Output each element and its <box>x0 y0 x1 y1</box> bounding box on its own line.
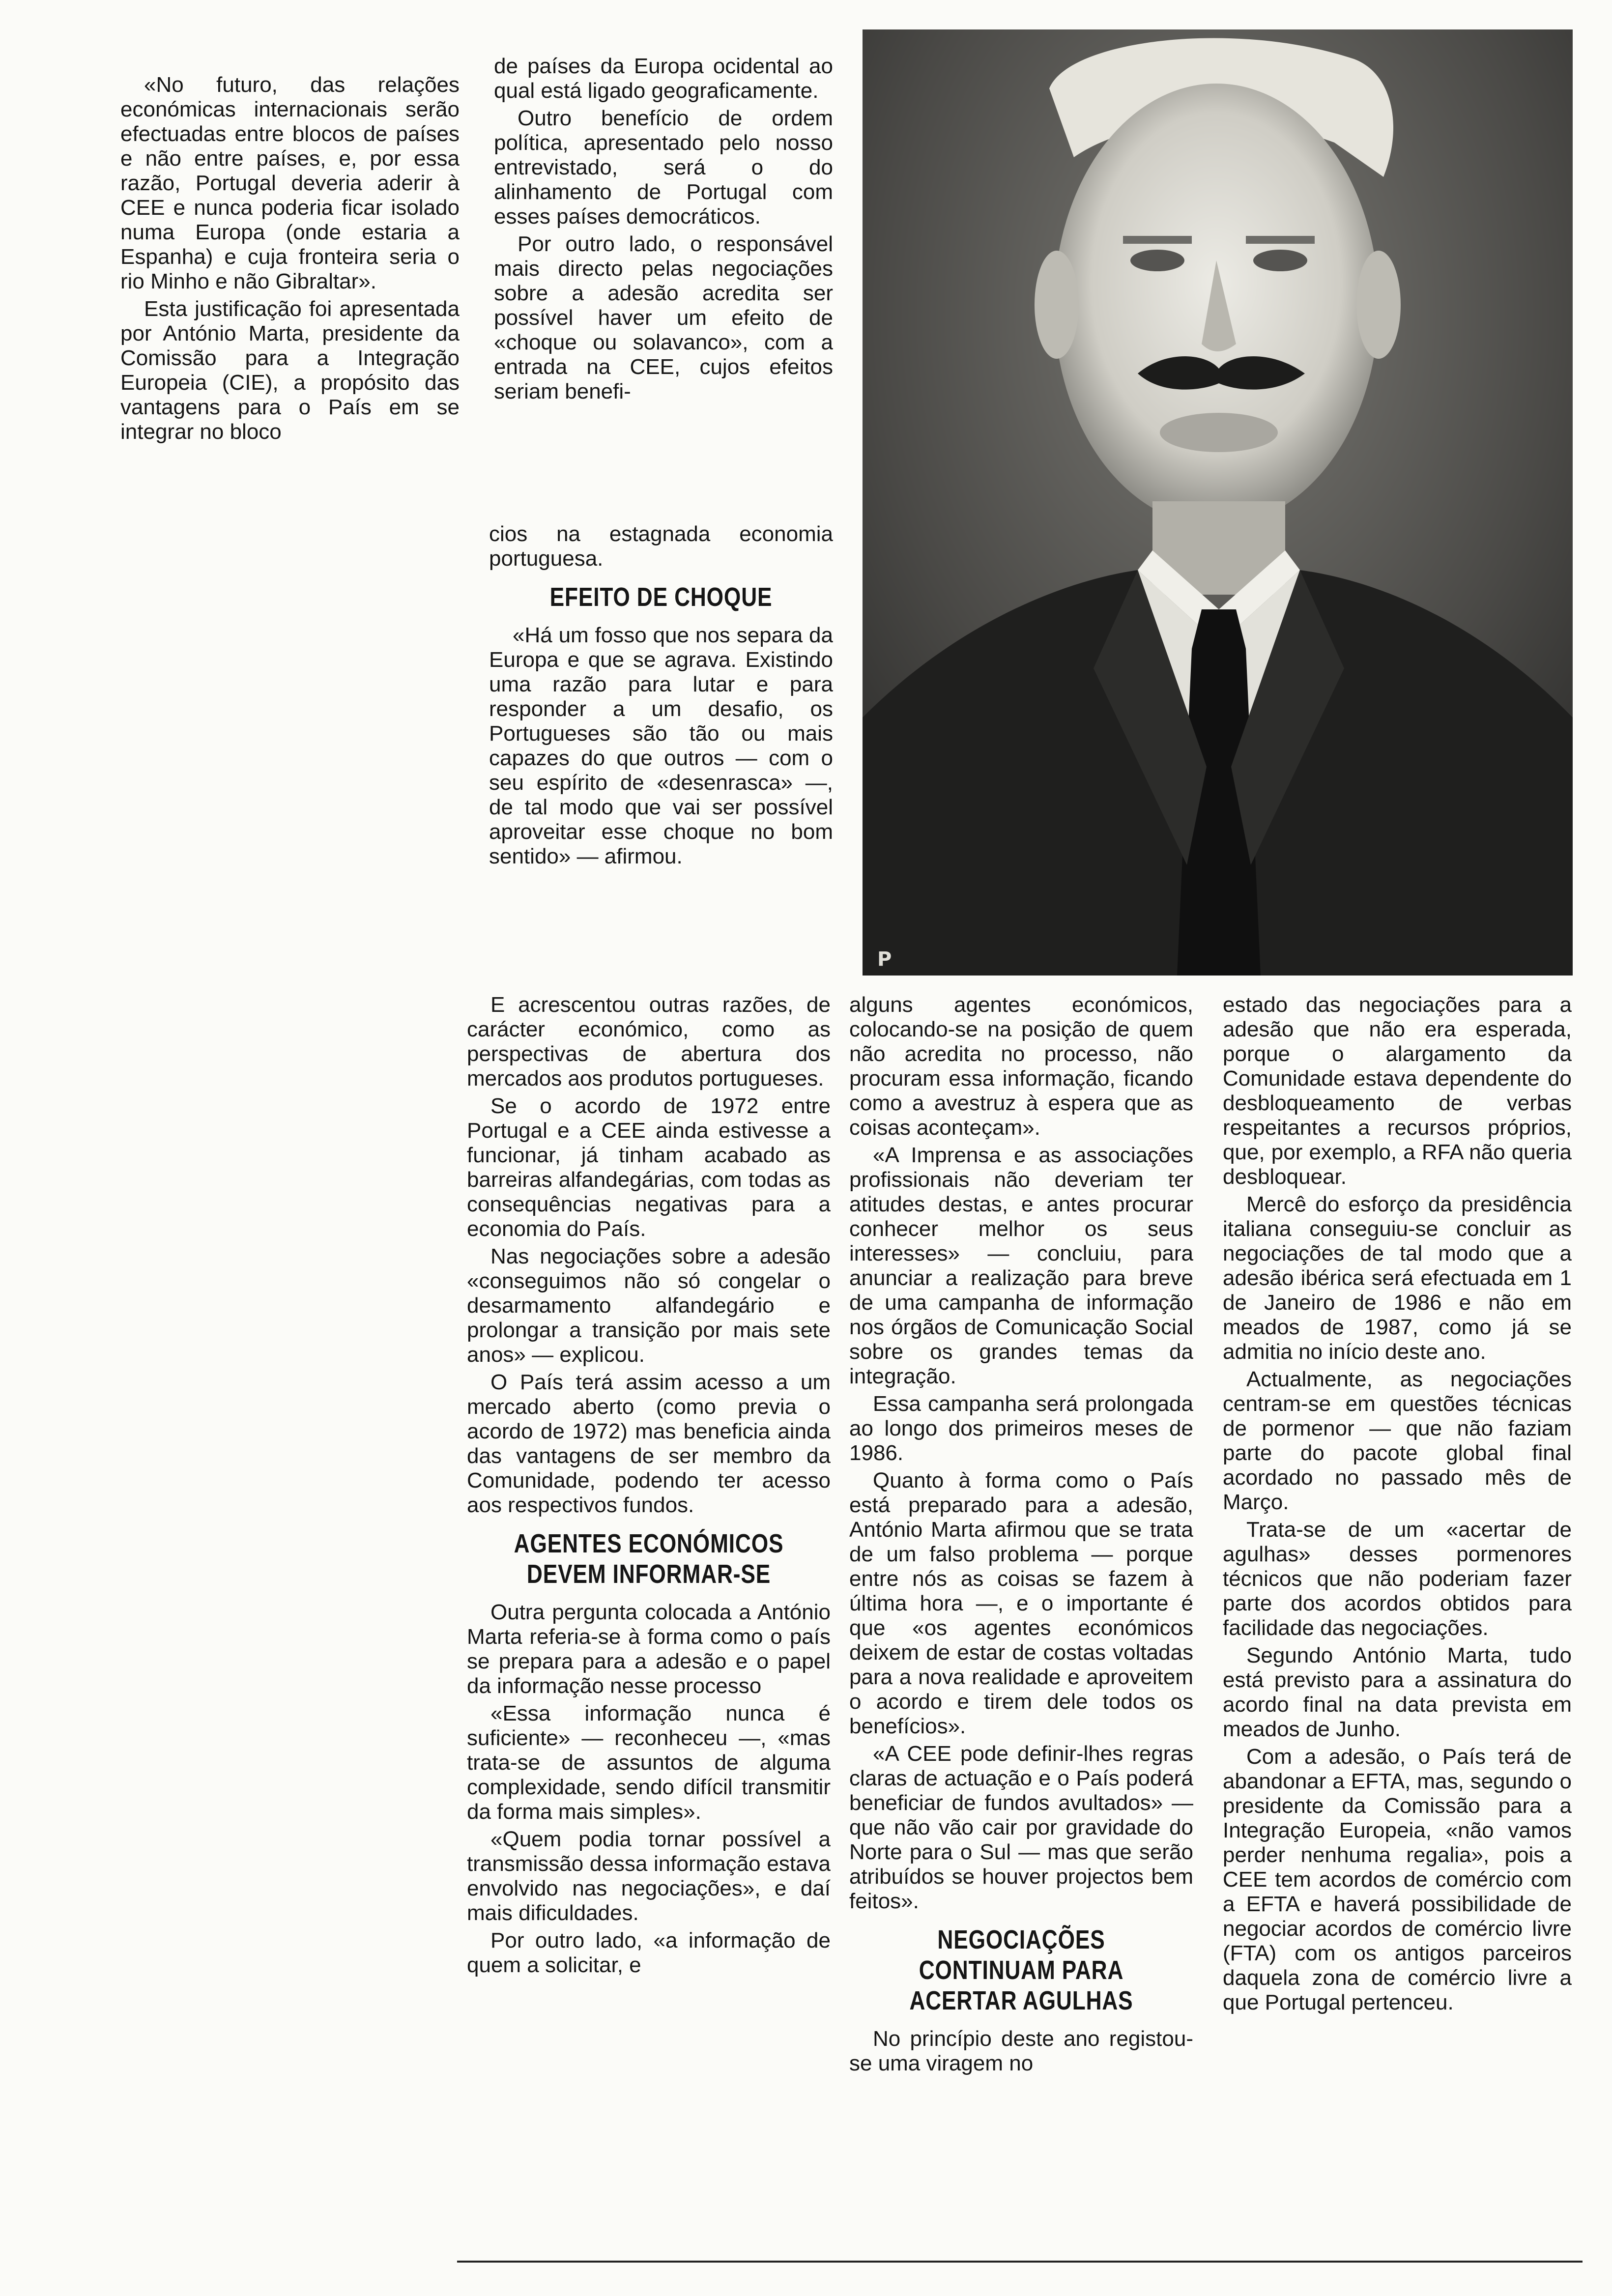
article-column-4 <box>849 993 1193 2076</box>
paragraph: Com a adesão, o País terá de abandonar a EFTA, mas, segundo o presidente da Comissão para a Integração Europeia, «não vamos perder nenhuma regalia», pois a CEE tem acordos de comércio com a EFTA e haverá possibilidade de negociar acordos de comércio livre (FTA) com os antigos parceiros daquela zona de comércio livre a que Portugal pertenceu. <box>1223 1745 1572 2014</box>
paragraph: «Há um fosso que nos separa da Europa e que se agrava. Existindo uma razão para lutar e para responder a um desafio, os Portugueses são tão ou mais capazes do que outros — com o seu espírito de «desenrasca» —, de tal modo que vai ser possível aproveitar esse choque no bom sentido» — afirmou. <box>489 623 833 868</box>
section-heading-agentes-economicos: AGENTES ECONÓMICOS DEVEM INFORMAR-SE <box>514 1529 784 1589</box>
article-column-2-bottom <box>489 522 833 869</box>
paragraph: cios na estagnada economia portuguesa. <box>489 522 833 571</box>
paragraph: Por outro lado, «a informação de quem a solicitar, e <box>467 1928 831 1977</box>
section-heading-efeito-de-choque: EFEITO DE CHOQUE <box>549 582 773 612</box>
paragraph: «Essa informação nunca é suficiente» — reconheceu —, «mas trata-se de assuntos de alguma complexidade, sendo difícil transmitir da forma mais simples». <box>467 1701 831 1824</box>
paragraph: «A Imprensa e as associações profissionais não deveriam ter atitudes destas, e antes procurar conhecer melhor os seus interesses» — concluiu, para anunciar a realização para breve de uma campanha de informação nos órgãos de Comunicação Social sobre os grandes temas da integração. <box>849 1143 1193 1388</box>
paragraph: «A CEE pode definir-lhes regras claras de actuação e o País poderá beneficiar de fundos avultados» — que não vão cair por gravidade do Norte para o Sul — mas que serão atribuídos se houver projectos bem feitos». <box>849 1742 1193 1913</box>
paragraph: Se o acordo de 1972 entre Portugal e a CEE ainda estivesse a funcionar, já tinham acabado as barreiras alfandegárias, com todas as consequências negativas para a economia do País. <box>467 1094 831 1241</box>
paragraph: Outra pergunta colocada a António Marta referia-se à forma como o país se prepara para a adesão e o papel da informação nesse processo <box>467 1600 831 1698</box>
portrait-photo <box>863 29 1573 976</box>
paragraph: Essa campanha será prolongada ao longo dos primeiros meses de 1986. <box>849 1392 1193 1465</box>
paragraph: Outro benefício de ordem política, apresentado pelo nosso entrevistado, será o do alinhamento de Portugal com esses países democráticos. <box>494 106 833 229</box>
paragraph: «No futuro, das relações económicas internacionais serão efectuadas entre blocos de países e não entre países, e, por essa razão, Portugal deveria aderir à CEE e nunca poderia ficar isolado numa Europa (onde estaria a Espanha) e cuja fronteira seria o rio Minho e não Gibraltar». <box>120 73 460 293</box>
paragraph: alguns agentes económicos, colocando-se na posição de quem não acredita no processo, não procuram essa informação, ficando como a avestruz à espera que as coisas aconteçam». <box>849 993 1193 1140</box>
paragraph: Segundo António Marta, tudo está previsto para a assinatura do acordo final na data prevista em meados de Junho. <box>1223 1643 1572 1741</box>
paragraph: Mercê do esforço da presidência italiana conseguiu-se concluir as negociações de tal modo que a adesão ibérica será efectuada em 1 de Janeiro de 1986 e não em meados de 1987, como já se admitia no início deste ano. <box>1223 1192 1572 1364</box>
paragraph: de países da Europa ocidental ao qual está ligado geograficamente. <box>494 54 833 103</box>
paragraph: estado das negociações para a adesão que não era esperada, porque o alargamento da Comunidade estava dependente do desbloqueamento de verbas respeitantes a recursos próprios, que, por exemplo, a RFA não queria desbloquear. <box>1223 993 1572 1189</box>
paragraph: «Quem podia tornar possível a transmissão dessa informação estava envolvido nas negociações», e daí mais dificuldades. <box>467 1827 831 1925</box>
paragraph: Nas negociações sobre a adesão «conseguimos não só congelar o desarmamento alfandegário e prolongar a transição por mais sete anos» — explicou. <box>467 1244 831 1367</box>
section-heading-negociacoes-continuam: NEGOCIAÇÕES CONTINUAM PARA ACERTAR AGULHAS <box>909 1925 1133 2015</box>
paragraph: No princípio deste ano registou-se uma viragem no <box>849 2027 1193 2075</box>
paragraph: Trata-se de um «acertar de agulhas» desses pormenores técnicos que não poderiam fazer parte dos acordos obtidos para facilidade das negociações. <box>1223 1518 1572 1640</box>
paragraph: Quanto à forma como o País está preparado para a adesão, António Marta afirmou que se trata de um falso problema — porque entre nós as coisas se fazem à última hora —, e o importante é que «os agentes económicos deixem de estar de costas voltadas para a nova realidade e aproveitem o acordo e tirem dele todos os benefícios». <box>849 1468 1193 1738</box>
paragraph: O País terá assim acesso a um mercado aberto (como previa o acordo de 1972) mas beneficia ainda das vantagens de ser membro da Comunidade, podendo ter acesso aos respectivos fundos. <box>467 1370 831 1517</box>
portrait-illustration <box>863 29 1573 976</box>
paragraph: Esta justificação foi apresentada por António Marta, presidente da Comissão para a Integração Europeia (CIE), a propósito das vantagens para o País em se integrar no bloco <box>120 297 460 444</box>
paragraph: E acrescentou outras razões, de carácter económico, como as perspectivas de abertura dos mercados aos produtos portugueses. <box>467 993 831 1091</box>
paragraph: Actualmente, as negociações centram-se em questões técnicas de pormenor — que não faziam parte do pacote global final acordado no passado mês de Março. <box>1223 1367 1572 1514</box>
article-column-2-top <box>494 54 833 404</box>
bottom-rule <box>457 2261 1583 2263</box>
article-column-1 <box>120 73 460 444</box>
photo-corner-mark: P <box>877 948 892 971</box>
article-column-3 <box>467 993 831 1978</box>
paragraph: Por outro lado, o responsável mais directo pelas negociações sobre a adesão acredita ser possível haver um efeito de «choque ou solavanco», com a entrada na CEE, cujos efeitos seriam benefi- <box>494 232 833 403</box>
article-column-5 <box>1223 993 1572 2015</box>
